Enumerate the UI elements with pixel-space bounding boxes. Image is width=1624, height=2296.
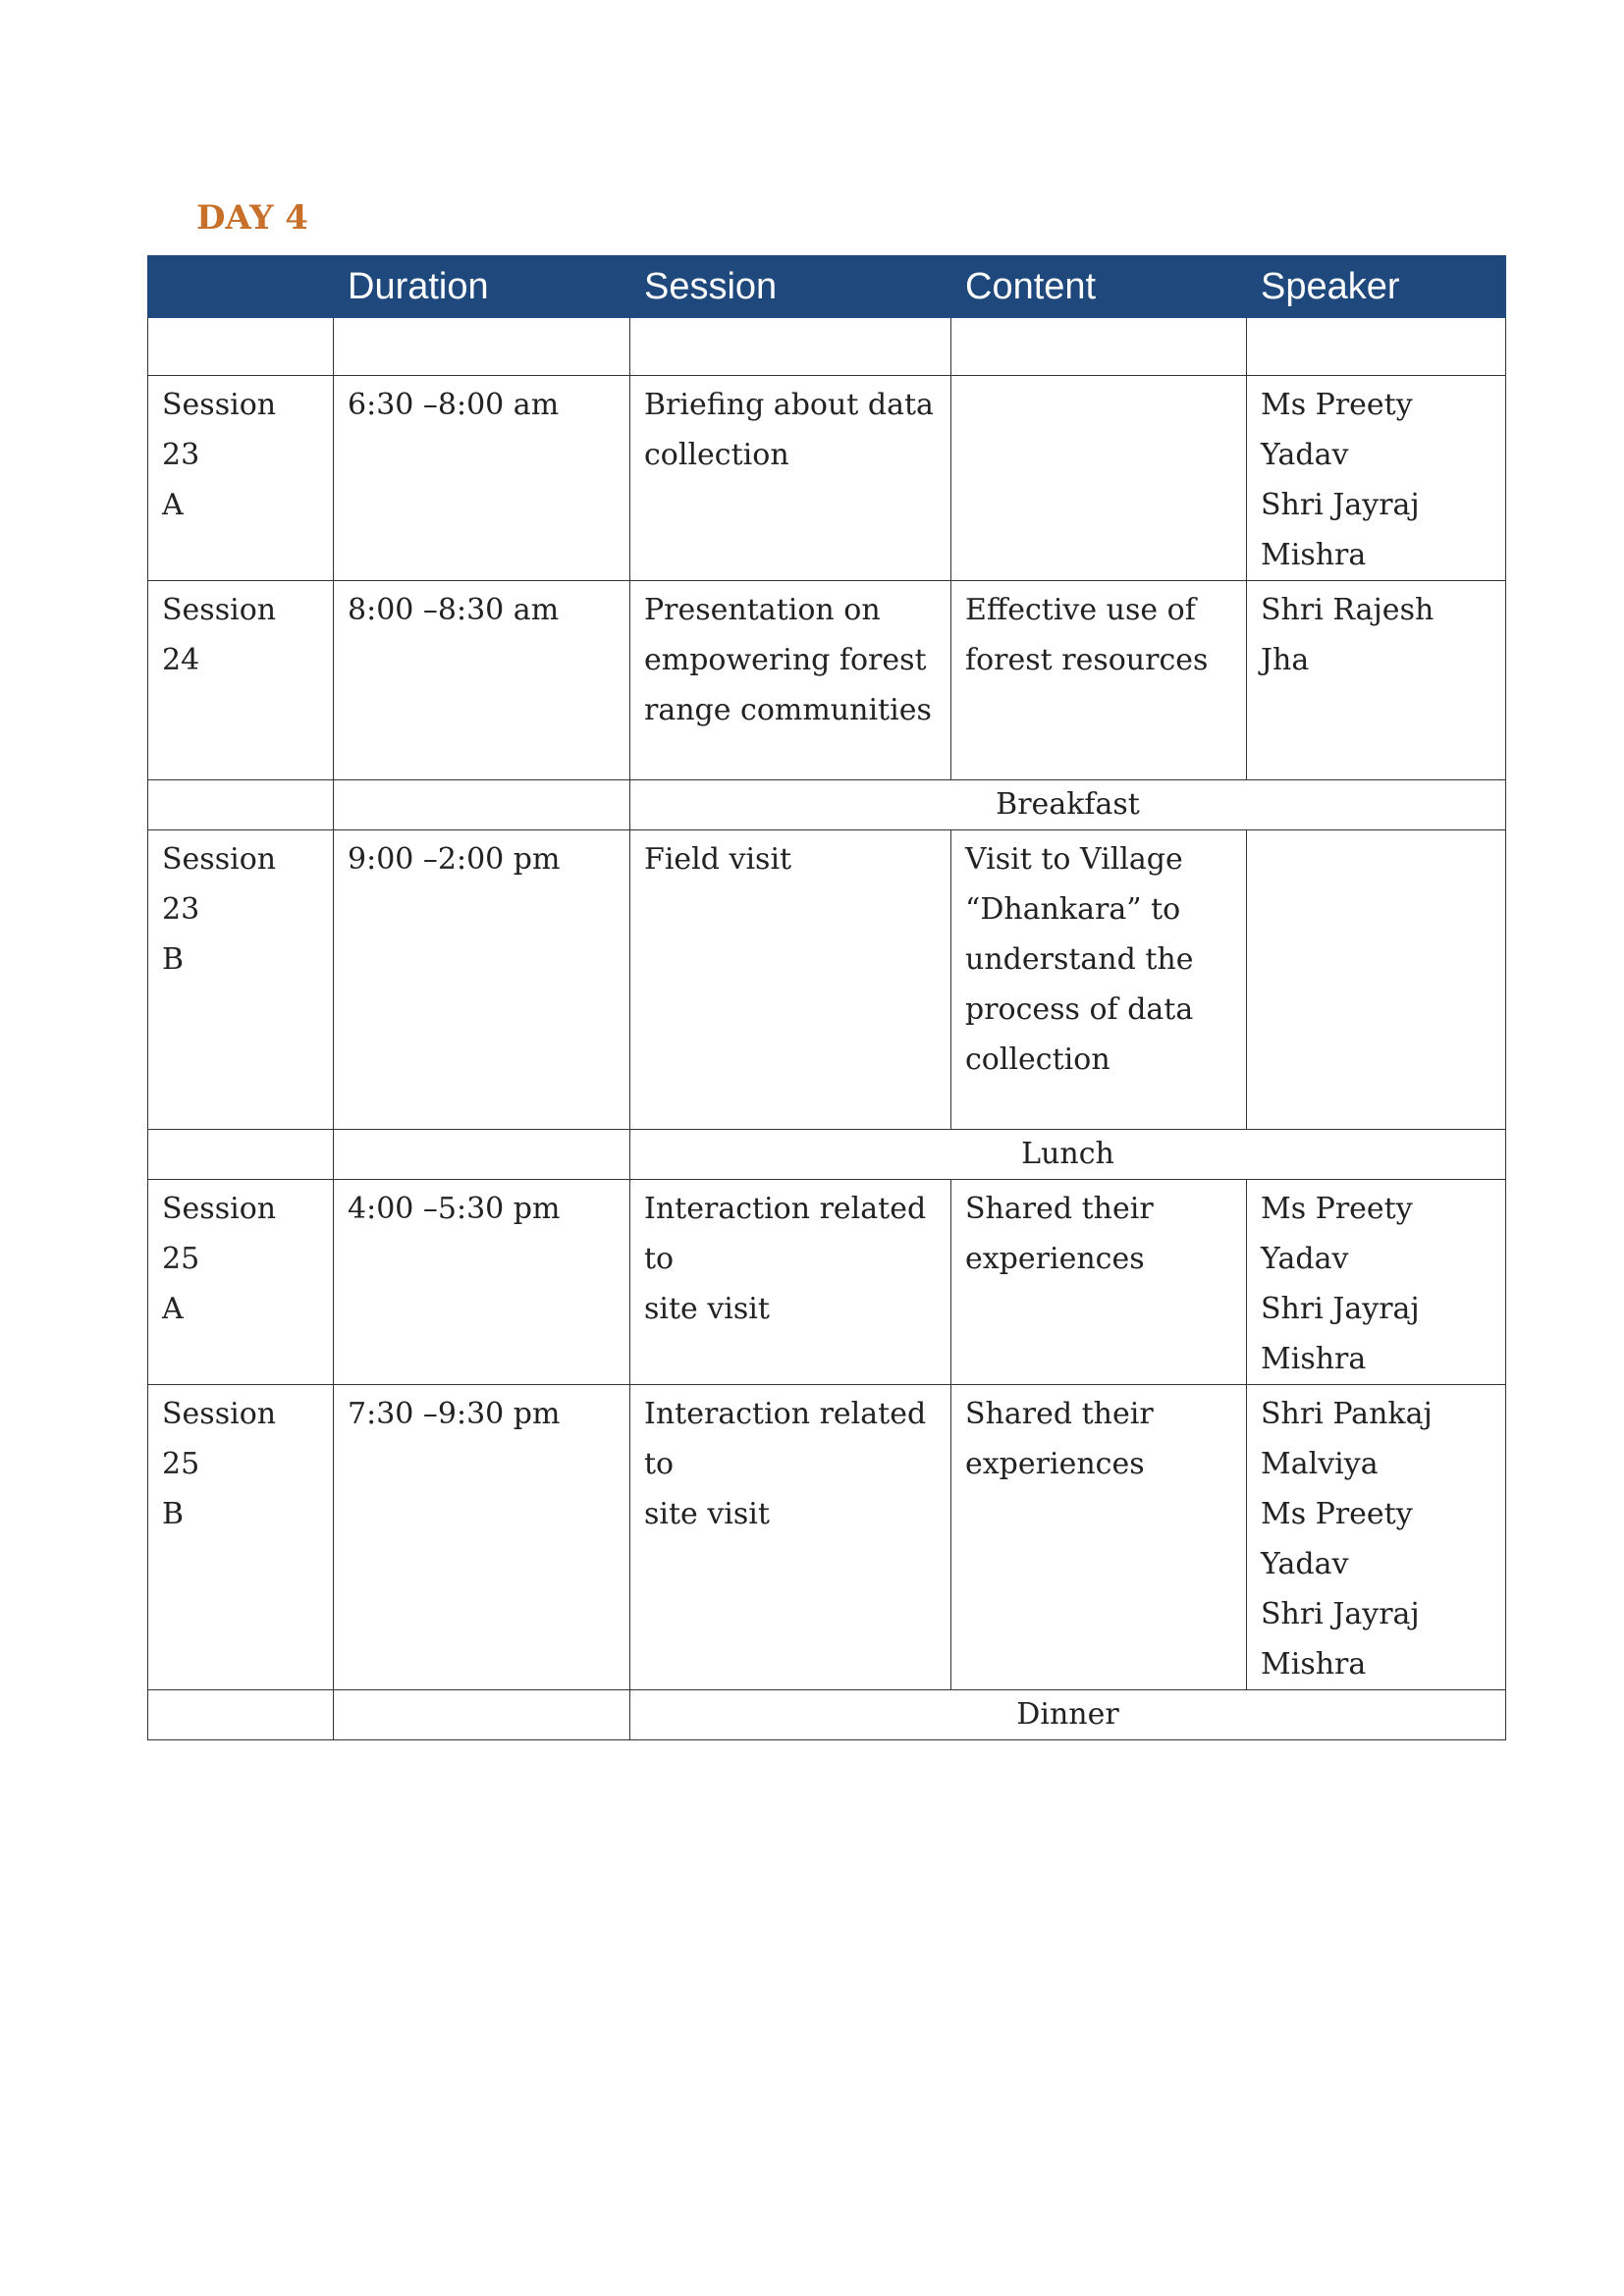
content-cell (951, 1385, 1247, 1690)
content-line: Shared their (965, 1397, 1154, 1431)
session-line: collection (644, 438, 789, 472)
session-id-suffix: B (162, 1497, 185, 1531)
session-line: site visit (644, 1292, 770, 1326)
speaker-line: Ms Preety Yadav (1261, 1497, 1413, 1581)
content-line: collection (965, 1042, 1110, 1077)
table-cell (1247, 318, 1506, 376)
content-line: forest resources (965, 643, 1209, 677)
duration-cell: 8:00 –8:30 am (334, 581, 630, 780)
table-row-session-25b (148, 1385, 1506, 1690)
content-line: Effective use of (965, 593, 1196, 627)
session-id: Session 23 (162, 388, 277, 472)
session-cell (630, 376, 951, 581)
speaker-line: Shri Rajesh Jha (1261, 593, 1435, 677)
table-cell (951, 318, 1247, 376)
speaker-cell (1247, 1180, 1506, 1385)
table-row-breakfast (148, 780, 1506, 830)
duration-cell: 9:00 –2:00 pm (334, 830, 630, 1130)
session-line: range communities (644, 693, 932, 727)
meal-label-lunch: Lunch (630, 1130, 1506, 1180)
day-title: DAY 4 (196, 198, 308, 238)
header-cell-blank (148, 256, 334, 318)
content-line: experiences (965, 1242, 1145, 1276)
table-row-blank (148, 318, 1506, 376)
table-row-session-23a (148, 376, 1506, 581)
session-line: site visit (644, 1497, 770, 1531)
session-id: Session 24 (162, 593, 277, 677)
session-id-suffix: A (162, 488, 184, 522)
session-id-cell (148, 1385, 334, 1690)
speaker-cell (1247, 830, 1506, 1130)
session-line: Interaction related to (644, 1192, 927, 1276)
speaker-line: Shri Pankaj (1261, 1397, 1433, 1431)
content-cell (951, 830, 1247, 1130)
content-line: Visit to Village (965, 842, 1183, 877)
header-duration: Duration (334, 256, 630, 318)
session-id: Session 23 (162, 842, 277, 927)
duration-cell: 6:30 –8:00 am (334, 376, 630, 581)
table-cell (334, 1130, 630, 1180)
content-line: experiences (965, 1447, 1145, 1481)
speaker-line: Mishra (1261, 1647, 1367, 1682)
speaker-line: Mishra (1261, 1342, 1367, 1376)
table-cell (334, 1690, 630, 1740)
schedule-table (147, 255, 1506, 1740)
meal-label-dinner: Dinner (630, 1690, 1506, 1740)
speaker-line: Shri Jayraj (1261, 1292, 1420, 1326)
session-id: Session 25 (162, 1192, 277, 1276)
speaker-line: Mishra (1261, 538, 1367, 572)
session-cell (630, 581, 951, 780)
duration-cell: 4:00 –5:30 pm (334, 1180, 630, 1385)
speaker-cell (1247, 581, 1506, 780)
session-id-cell (148, 376, 334, 581)
session-line: Briefing about data (644, 388, 934, 422)
table-row-session-24 (148, 581, 1506, 780)
duration-cell: 7:30 –9:30 pm (334, 1385, 630, 1690)
table-cell (148, 318, 334, 376)
header-row (148, 256, 1506, 318)
table-row-session-23b (148, 830, 1506, 1130)
header-session: Session (630, 256, 951, 318)
speaker-cell (1247, 376, 1506, 581)
speaker-line: Ms Preety Yadav (1261, 388, 1413, 472)
header-content: Content (951, 256, 1247, 318)
table-row-lunch (148, 1130, 1506, 1180)
table-row-dinner (148, 1690, 1506, 1740)
speaker-line: Ms Preety Yadav (1261, 1192, 1413, 1276)
table-cell (630, 318, 951, 376)
speaker-line: Malviya (1261, 1447, 1379, 1481)
meal-label-breakfast: Breakfast (630, 780, 1506, 830)
session-cell (630, 1385, 951, 1690)
content-line: process of data (965, 992, 1194, 1027)
content-line: Shared their (965, 1192, 1154, 1226)
header-speaker: Speaker (1247, 256, 1506, 318)
session-id-cell (148, 1180, 334, 1385)
table-cell (148, 1690, 334, 1740)
content-line: “Dhankara” to (965, 892, 1181, 927)
table-row-session-25a (148, 1180, 1506, 1385)
session-line: Presentation on (644, 593, 881, 627)
session-cell (630, 1180, 951, 1385)
content-cell (951, 376, 1247, 581)
content-cell (951, 581, 1247, 780)
session-line: Interaction related to (644, 1397, 927, 1481)
session-id-suffix: B (162, 942, 185, 977)
table-cell (148, 1130, 334, 1180)
speaker-line: Shri Jayraj (1261, 488, 1420, 522)
table-cell (148, 780, 334, 830)
session-id-cell (148, 830, 334, 1130)
content-line: understand the (965, 942, 1194, 977)
session-cell (630, 830, 951, 1130)
table-cell (334, 780, 630, 830)
session-line: Field visit (644, 842, 792, 877)
table-cell (334, 318, 630, 376)
session-line: empowering forest (644, 643, 927, 677)
session-id-suffix: A (162, 1292, 184, 1326)
session-id-cell (148, 581, 334, 780)
speaker-line: Shri Jayraj (1261, 1597, 1420, 1631)
content-cell (951, 1180, 1247, 1385)
session-id: Session 25 (162, 1397, 277, 1481)
speaker-cell (1247, 1385, 1506, 1690)
